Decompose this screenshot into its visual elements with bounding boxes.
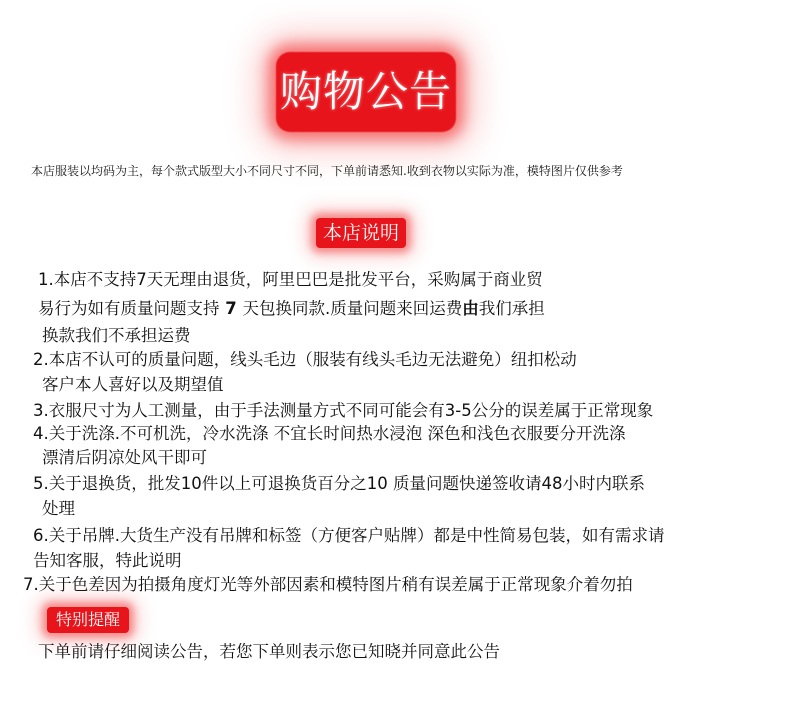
list-item-number: 2 (33, 350, 44, 369)
list-item-number: 6 (33, 526, 44, 545)
list-item-3-line-1: 3.衣服尺寸为人工测量，由于手法测量方式不同可能会有3-5公分的误差属于正常现象 (33, 401, 654, 420)
section-badge-store: 本店说明 (316, 218, 406, 248)
list-item-number: 3 (33, 401, 44, 420)
list-item-number: 1 (38, 270, 49, 289)
list-item-1-line-2: 易行为如有质量问题支持 7 天包换同款.质量问题来回运费由我们承担 (38, 299, 545, 318)
list-item-2-line-2: 客户本人喜好以及期望值 (42, 375, 224, 394)
list-item-4-line-1: 4.关于洗涤.不可机洗，冷水洗涤 不宜长时间热水浸泡 深色和浅色衣服要分开洗涤 (33, 424, 626, 443)
list-item-number: 7 (23, 575, 34, 594)
list-item-5-line-1: 5.关于退换货，批发10件以上可退换货百分之10 质量问题快递签收请48小时内联系 (33, 474, 645, 493)
list-item-number: 5 (33, 474, 44, 493)
list-item-number: 4 (33, 424, 44, 443)
section-badge-reminder: 特别提醒 (47, 607, 129, 633)
list-item-1-line-3: 换款我们不承担运费 (42, 326, 191, 345)
list-item-6-line-1: 6.关于吊牌.大货生产没有吊牌和标签（方便客户贴牌）都是中性简易包装，如有需求请 (33, 526, 665, 545)
list-item-2-line-1: 2.本店不认可的质量问题，线头毛边（服装有线头毛边无法避免）纽扣松动 (33, 350, 577, 369)
list-item-7-line-1: 7.关于色差因为拍摄角度灯光等外部因素和模特图片稍有误差属于正常现象介着勿拍 (23, 575, 633, 594)
list-item-1-line-1: 1.本店不支持7天无理由退货，阿里巴巴是批发平台，采购属于商业贸 (38, 270, 543, 289)
reminder-text: 下单前请仔细阅读公告，若您下单则表示您已知晓并同意此公告 (38, 642, 500, 661)
page-title: 购物公告 (279, 67, 452, 116)
list-item-5-line-2: 处理 (42, 499, 75, 518)
size-notice: 本店服装以均码为主，每个款式版型大小不同尺寸不同，下单前请悉知.收到衣物以实际为准，模特图片仅供参考 (31, 164, 623, 178)
list-item-6-line-2: 告知客服，特此说明 (33, 551, 182, 570)
list-item-4-line-2: 漂清后阴凉处风干即可 (42, 448, 207, 467)
